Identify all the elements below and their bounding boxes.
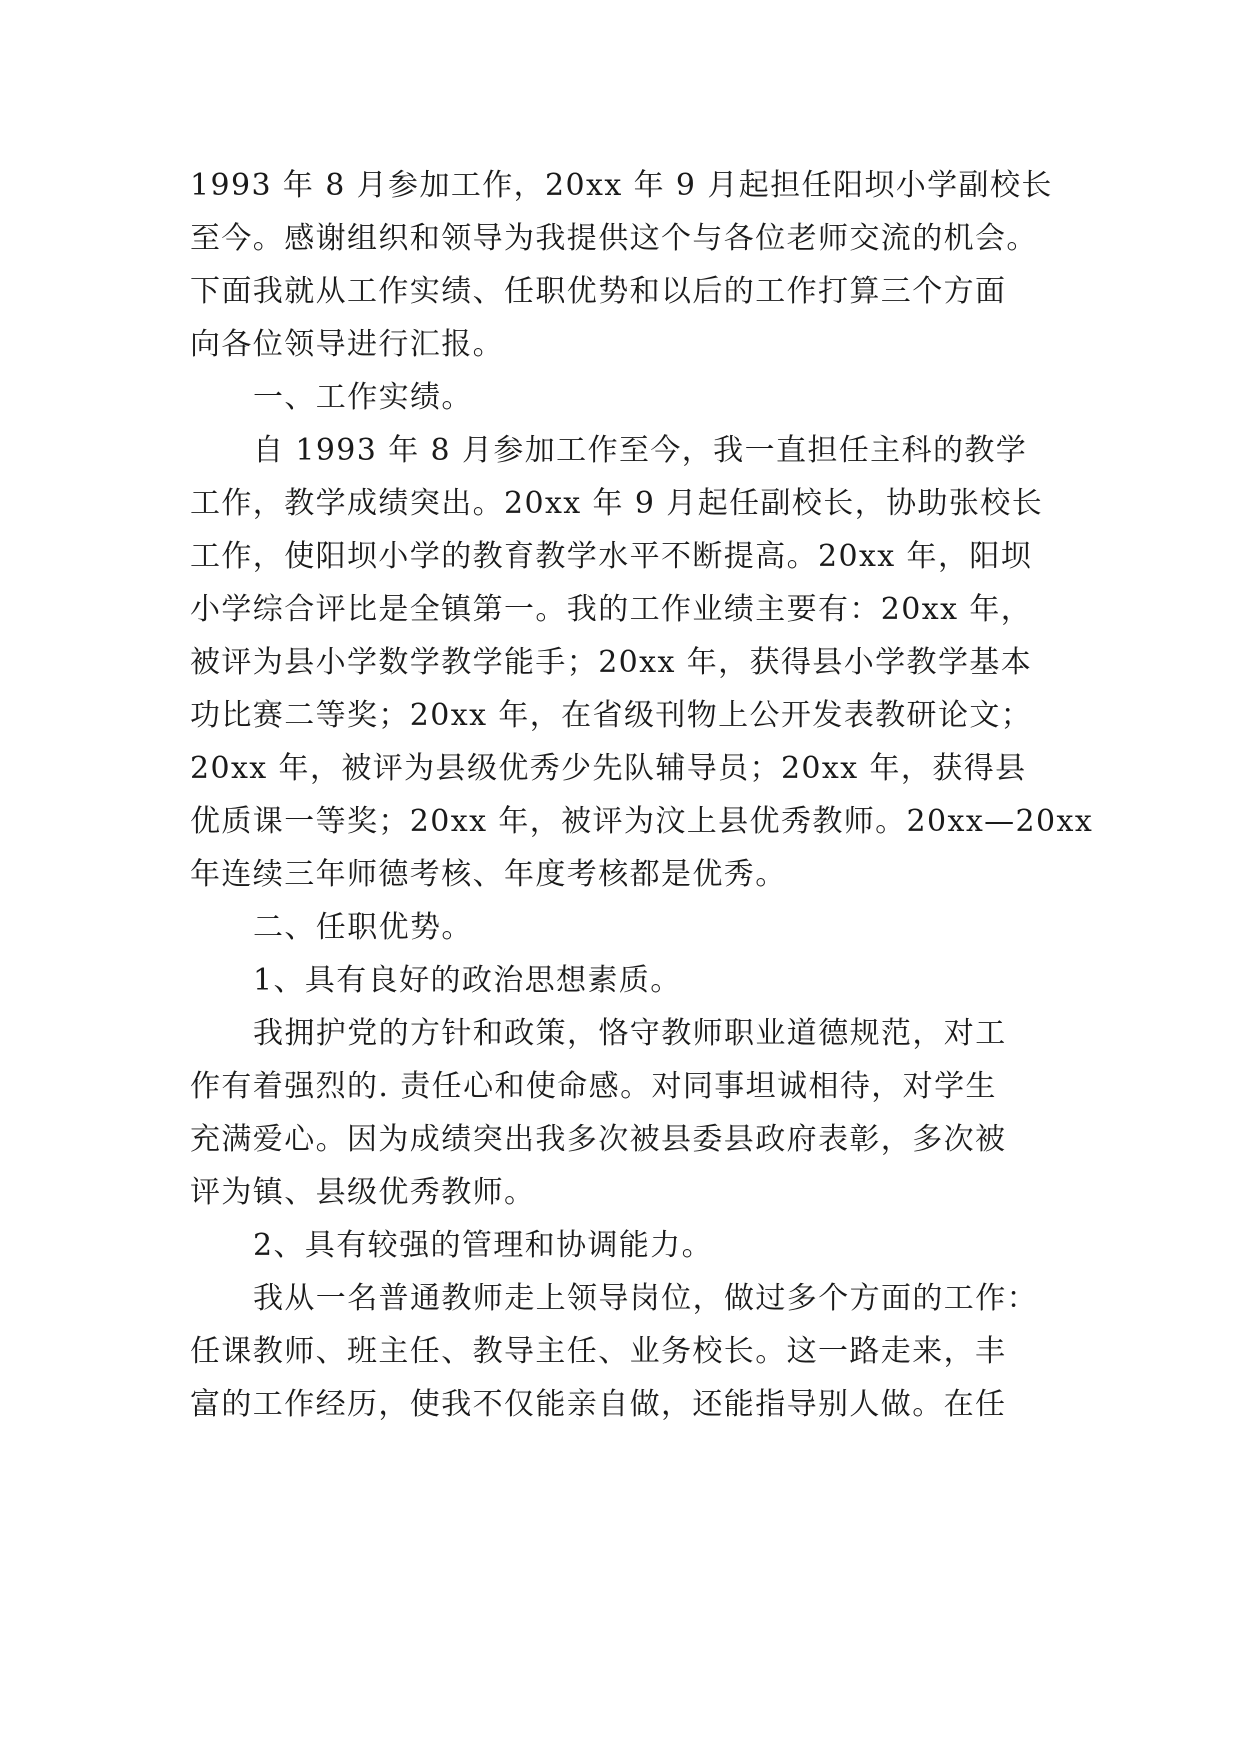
section-heading: 二、任职优势。 xyxy=(253,910,473,945)
text-line: 至今。感谢组织和领导为我提供这个与各位老师交流的机会。 xyxy=(190,221,1038,256)
text-line: 20xx 年，被评为县级优秀少先队辅导员；20xx 年，获得县 xyxy=(190,751,1027,786)
text-line: 功比赛二等奖；20xx 年，在省级刊物上公开发表教研论文； xyxy=(190,698,1033,733)
text-line: 作有着强烈的. 责任心和使命感。对同事坦诚相待，对学生 xyxy=(190,1069,997,1104)
text-line: 富的工作经历，使我不仅能亲自做，还能指导别人做。在任 xyxy=(190,1387,1007,1422)
text-line: 工作，教学成绩突出。20xx 年 9 月起任副校长，协助张校长 xyxy=(190,486,1044,521)
text-line: 年连续三年师德考核、年度考核都是优秀。 xyxy=(190,857,787,892)
text-line: 我拥护党的方针和政策，恪守教师职业道德规范，对工 xyxy=(253,1016,1007,1051)
text-line: 1993 年 8 月参加工作，20xx 年 9 月起担任阳坝小学副校长 xyxy=(190,168,1053,203)
section-heading: 一、工作实绩。 xyxy=(253,380,473,415)
subsection-heading: 1、具有良好的政治思想素质。 xyxy=(253,963,682,998)
text-line: 优质课一等奖；20xx 年，被评为汶上县优秀教师。20xx—20xx xyxy=(190,804,1094,839)
text-line: 自 1993 年 8 月参加工作至今，我一直担任主科的教学 xyxy=(253,433,1028,468)
subsection-heading: 2、具有较强的管理和协调能力。 xyxy=(253,1228,714,1263)
text-line: 充满爱心。因为成绩突出我多次被县委县政府表彰，多次被 xyxy=(190,1122,1007,1157)
text-line: 任课教师、班主任、教导主任、业务校长。这一路走来，丰 xyxy=(190,1334,1007,1369)
text-line: 被评为县小学数学教学能手；20xx 年，获得县小学教学基本 xyxy=(190,645,1033,680)
text-line: 工作，使阳坝小学的教育教学水平不断提高。20xx 年，阳坝 xyxy=(190,539,1033,574)
text-line: 我从一名普通教师走上领导岗位，做过多个方面的工作： xyxy=(253,1281,1038,1316)
text-line: 评为镇、县级优秀教师。 xyxy=(190,1175,536,1210)
text-line: 下面我就从工作实绩、任职优势和以后的工作打算三个方面 xyxy=(190,274,1007,309)
text-line: 小学综合评比是全镇第一。我的工作业绩主要有：20xx 年， xyxy=(190,592,1033,627)
text-line: 向各位领导进行汇报。 xyxy=(190,327,504,362)
